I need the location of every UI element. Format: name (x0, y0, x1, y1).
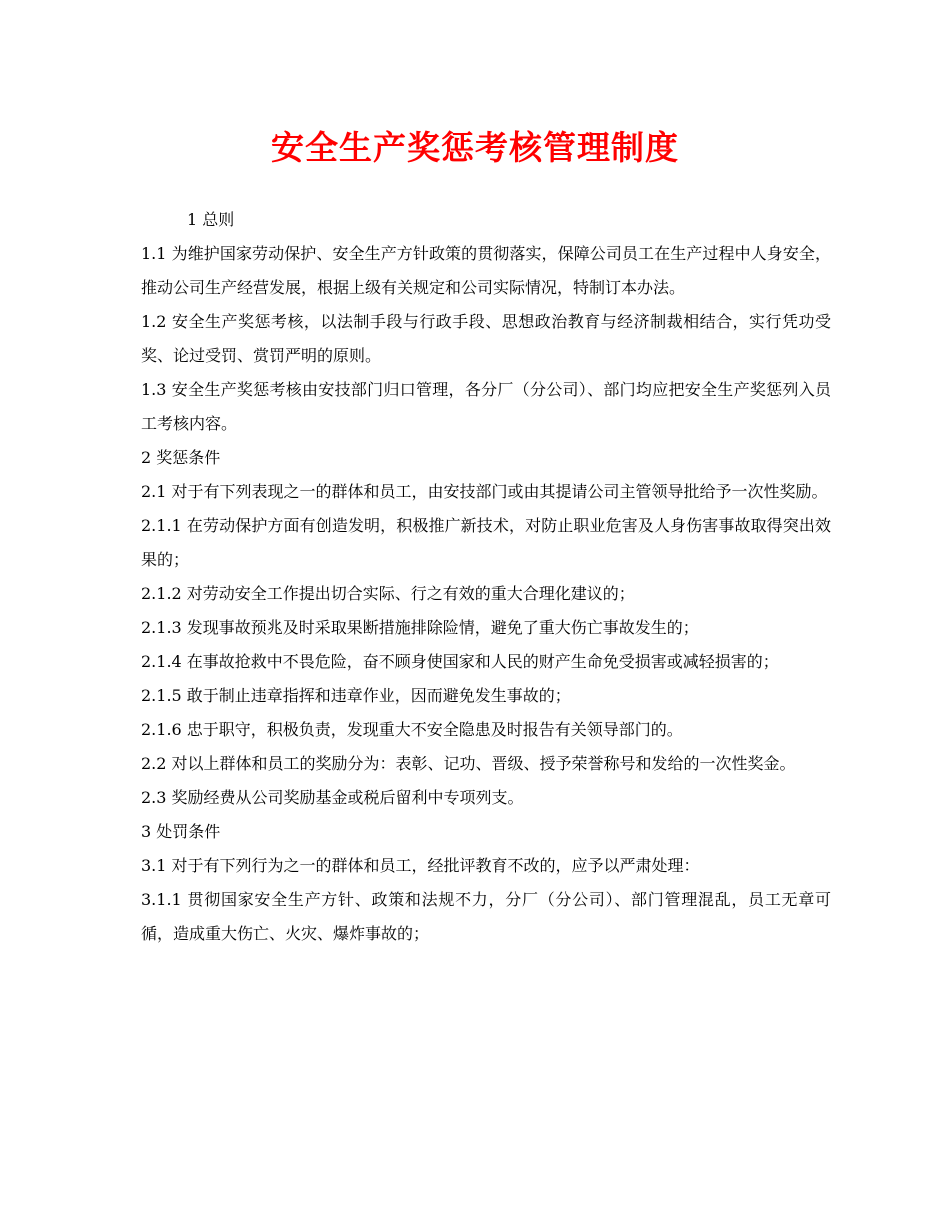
paragraph: 2.1 对于有下列表现之一的群体和员工，由安技部门或由其提请公司主管领导批给予一次性奖励。 (141, 482, 828, 501)
document-title: 安全生产奖惩考核管理制度 (271, 128, 679, 167)
paragraph: 2.1.5 敢于制止违章指挥和违章作业，因而避免发生事故的； (141, 686, 571, 705)
paragraph: 3.1.1 贯彻国家安全生产方针、政策和法规不力，分厂（分公司）、部门管理混乱，员工无章可循，造成重大伤亡、火灾、爆炸事故的； (141, 890, 831, 943)
paragraph: 2.1.3 发现事故预兆及时采取果断措施排除险情，避免了重大伤亡事故发生的； (141, 618, 699, 637)
paragraph: 1.2 安全生产奖惩考核，以法制手段与行政手段、思想政治教育与经济制裁相结合，实行凭功受奖、论过受罚、赏罚严明的原则。 (141, 312, 831, 365)
paragraph: 2.3 奖励经费从公司奖励基金或税后留利中专项列支。 (141, 788, 524, 807)
document-body (141, 203, 831, 951)
paragraph: 1.1 为维护国家劳动保护、安全生产方针政策的贯彻落实，保障公司员工在生产过程中人身安全，推动公司生产经营发展，根据上级有关规定和公司实际情况，特制订本办法。 (141, 244, 831, 297)
paragraph: 1.3 安全生产奖惩考核由安技部门归口管理，各分厂（分公司）、部门均应把安全生产奖惩列入员工考核内容。 (141, 380, 831, 433)
paragraph: 2.1.4 在事故抢救中不畏危险，奋不顾身使国家和人民的财产生命免受损害或减轻损害的； (141, 652, 779, 671)
paragraph: 2.1.1 在劳动保护方面有创造发明，积极推广新技术，对防止职业危害及人身伤害事故取得突出效果的； (141, 516, 831, 569)
paragraph: 3.1 对于有下列行为之一的群体和员工，经批评教育不改的，应予以严肃处理： (141, 856, 700, 875)
paragraph: 3 处罚条件 (141, 822, 221, 841)
paragraph: 2.1.2 对劳动安全工作提出切合实际、行之有效的重大合理化建议的； (141, 584, 635, 603)
paragraph: 2 奖惩条件 (141, 448, 221, 467)
paragraph: 2.1.6 忠于职守，积极负责，发现重大不安全隐患及时报告有关领导部门的。 (141, 720, 683, 739)
paragraph: 1 总则 (187, 210, 235, 229)
paragraph: 2.2 对以上群体和员工的奖励分为：表彰、记功、晋级、授予荣誉称号和发给的一次性奖金。 (141, 754, 796, 773)
